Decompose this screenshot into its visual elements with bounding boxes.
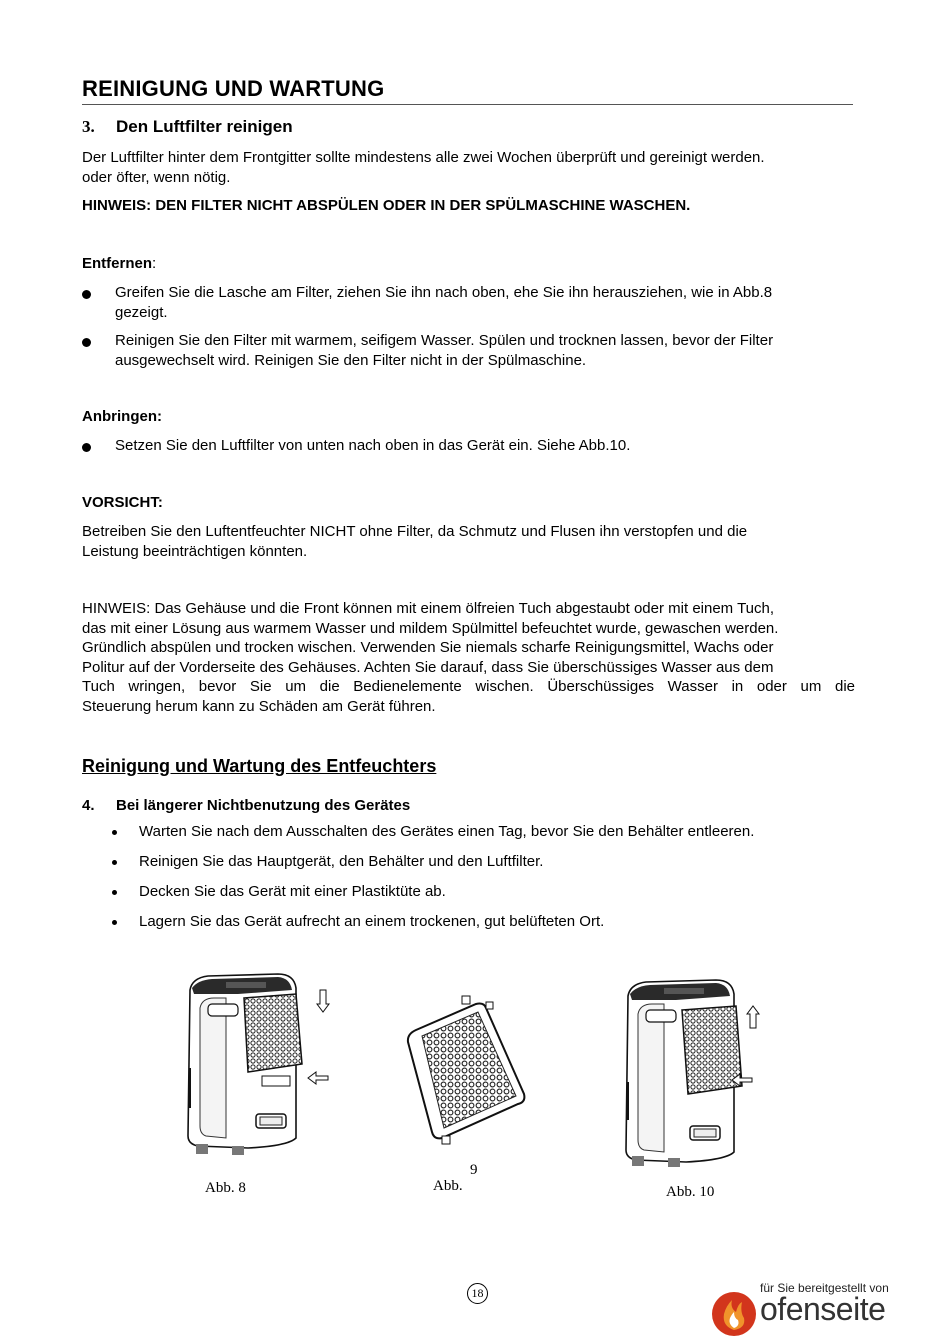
entfernen-heading <box>82 254 857 274</box>
bullet-icon <box>112 920 117 925</box>
figure-8-caption: Abb. 8 <box>205 1180 246 1196</box>
section-4-number: 4. <box>82 797 95 814</box>
entfernen-label: Entfernen <box>82 255 153 272</box>
list-item-text: Decken Sie das Gerät mit einer Plastiktüte ab. <box>139 883 446 900</box>
page-title: REINIGUNG UND WARTUNG <box>82 76 385 101</box>
air-filter-illustration <box>398 990 538 1150</box>
list-item <box>82 331 857 371</box>
anbringen-heading: Anbringen: <box>82 408 162 425</box>
list-item-text: Warten Sie nach dem Ausschalten des Gerätes einen Tag, bevor Sie den Behälter entleeren. <box>139 823 755 840</box>
intro-line-2: oder öfter, wenn nötig. <box>82 168 231 186</box>
list-item-text <box>115 283 855 322</box>
filter-warning: HINWEIS: DEN FILTER NICHT ABSPÜLEN ODER IN DER SPÜLMASCHINE WASCHEN. <box>82 197 691 214</box>
footer-brand-logo: ofenseite <box>760 1291 886 1327</box>
list-item <box>82 436 857 456</box>
hinweis-line: das mit einer Lösung aus warmem Wasser und mildem Spülmittel befeuchtet wurde, gewaschen werden. <box>82 619 779 637</box>
figure-9-number: 9 <box>470 1162 478 1178</box>
vorsicht-heading: VORSICHT: <box>82 494 163 511</box>
intro-paragraph <box>82 148 857 187</box>
vorsicht-line-2: Leistung beeinträchtigen könnten. <box>82 542 308 560</box>
list-item-text: Reinigen Sie das Hauptgerät, den Behälter und den Luftfilter. <box>139 853 544 870</box>
section-3-number: 3. <box>82 117 95 136</box>
list-item-text: Lagern Sie das Gerät aufrecht an einem trockenen, gut belüfteten Ort. <box>139 913 605 930</box>
bullet-icon <box>112 860 117 865</box>
page-number: 18 <box>467 1283 488 1304</box>
dehumidifier-filter-install-illustration <box>618 970 768 1170</box>
hinweis-line: Politur auf der Vorderseite des Gehäuses. Achten Sie darauf, dass Sie überschüssiges Wasser aus dem <box>82 658 774 676</box>
hinweis-line: Tuch wringen, bevor Sie um die Bedienelemente wischen. Überschüssiges Wasser in oder um die <box>82 678 855 695</box>
bullet-icon <box>82 443 91 452</box>
section-4-heading <box>82 797 410 814</box>
list-item-line: gezeigt. <box>115 303 168 321</box>
list-item-text <box>115 331 855 370</box>
vorsicht-line-1: Betreiben Sie den Luftentfeuchter NICHT ohne Filter, da Schmutz und Flusen ihn verstopfen und die <box>82 523 748 540</box>
flame-logo-icon <box>710 1290 758 1338</box>
list-item <box>112 912 852 932</box>
list-item-text: Setzen Sie den Luftfilter von unten nach oben in das Gerät ein. Siehe Abb.10. <box>115 437 631 454</box>
intro-line-1: Der Luftfilter hinter dem Frontgitter sollte mindestens alle zwei Wochen überprüft und gereinigt werden. <box>82 149 765 166</box>
hinweis-line: Steuerung herum kann zu Schäden am Gerät führen. <box>82 697 436 715</box>
hinweis-line: HINWEIS: Das Gehäuse und die Front können mit einem ölfreien Tuch abgestaubt oder mit einem Tuch, <box>82 600 775 617</box>
list-item-line: Reinigen Sie den Filter mit warmem, seifigem Wasser. Spülen und trocknen lassen, bevor der Filter <box>115 332 774 349</box>
list-item <box>82 283 857 323</box>
figure-10-caption: Abb. 10 <box>666 1184 715 1200</box>
section-3-title: Den Luftfilter reinigen <box>116 117 293 136</box>
list-item-line: Greifen Sie die Lasche am Filter, ziehen Sie ihn nach oben, ehe Sie ihn herausziehen, wie in Abb.8 <box>115 284 773 301</box>
vorsicht-paragraph <box>82 522 857 561</box>
list-item <box>112 882 852 902</box>
footer-credit: für Sie bereitgestellt von <box>760 1281 889 1295</box>
section-4-title: Bei längerer Nichtbenutzung des Gerätes <box>116 797 411 814</box>
hinweis-line: Gründlich abspülen und trocken wischen. Verwenden Sie niemals scharfe Reinigungsmittel, Wachs oder <box>82 639 774 656</box>
bullet-icon <box>112 890 117 895</box>
dehumidifier-filter-removal-illustration <box>178 968 338 1168</box>
list-item <box>112 822 852 842</box>
list-item <box>112 852 852 872</box>
title-divider <box>82 104 853 105</box>
entfernen-colon: : <box>152 255 157 272</box>
hinweis-paragraph <box>82 599 855 716</box>
bullet-icon <box>82 338 91 347</box>
bullet-icon <box>112 830 117 835</box>
list-item-line: ausgewechselt wird. Reinigen Sie den Filter nicht in der Spülmaschine. <box>115 351 587 369</box>
bullet-icon <box>82 290 91 299</box>
figure-9-caption: Abb. <box>433 1178 463 1194</box>
section-3-heading <box>82 117 293 137</box>
subsection-heading: Reinigung und Wartung des Entfeuchters <box>82 756 437 776</box>
